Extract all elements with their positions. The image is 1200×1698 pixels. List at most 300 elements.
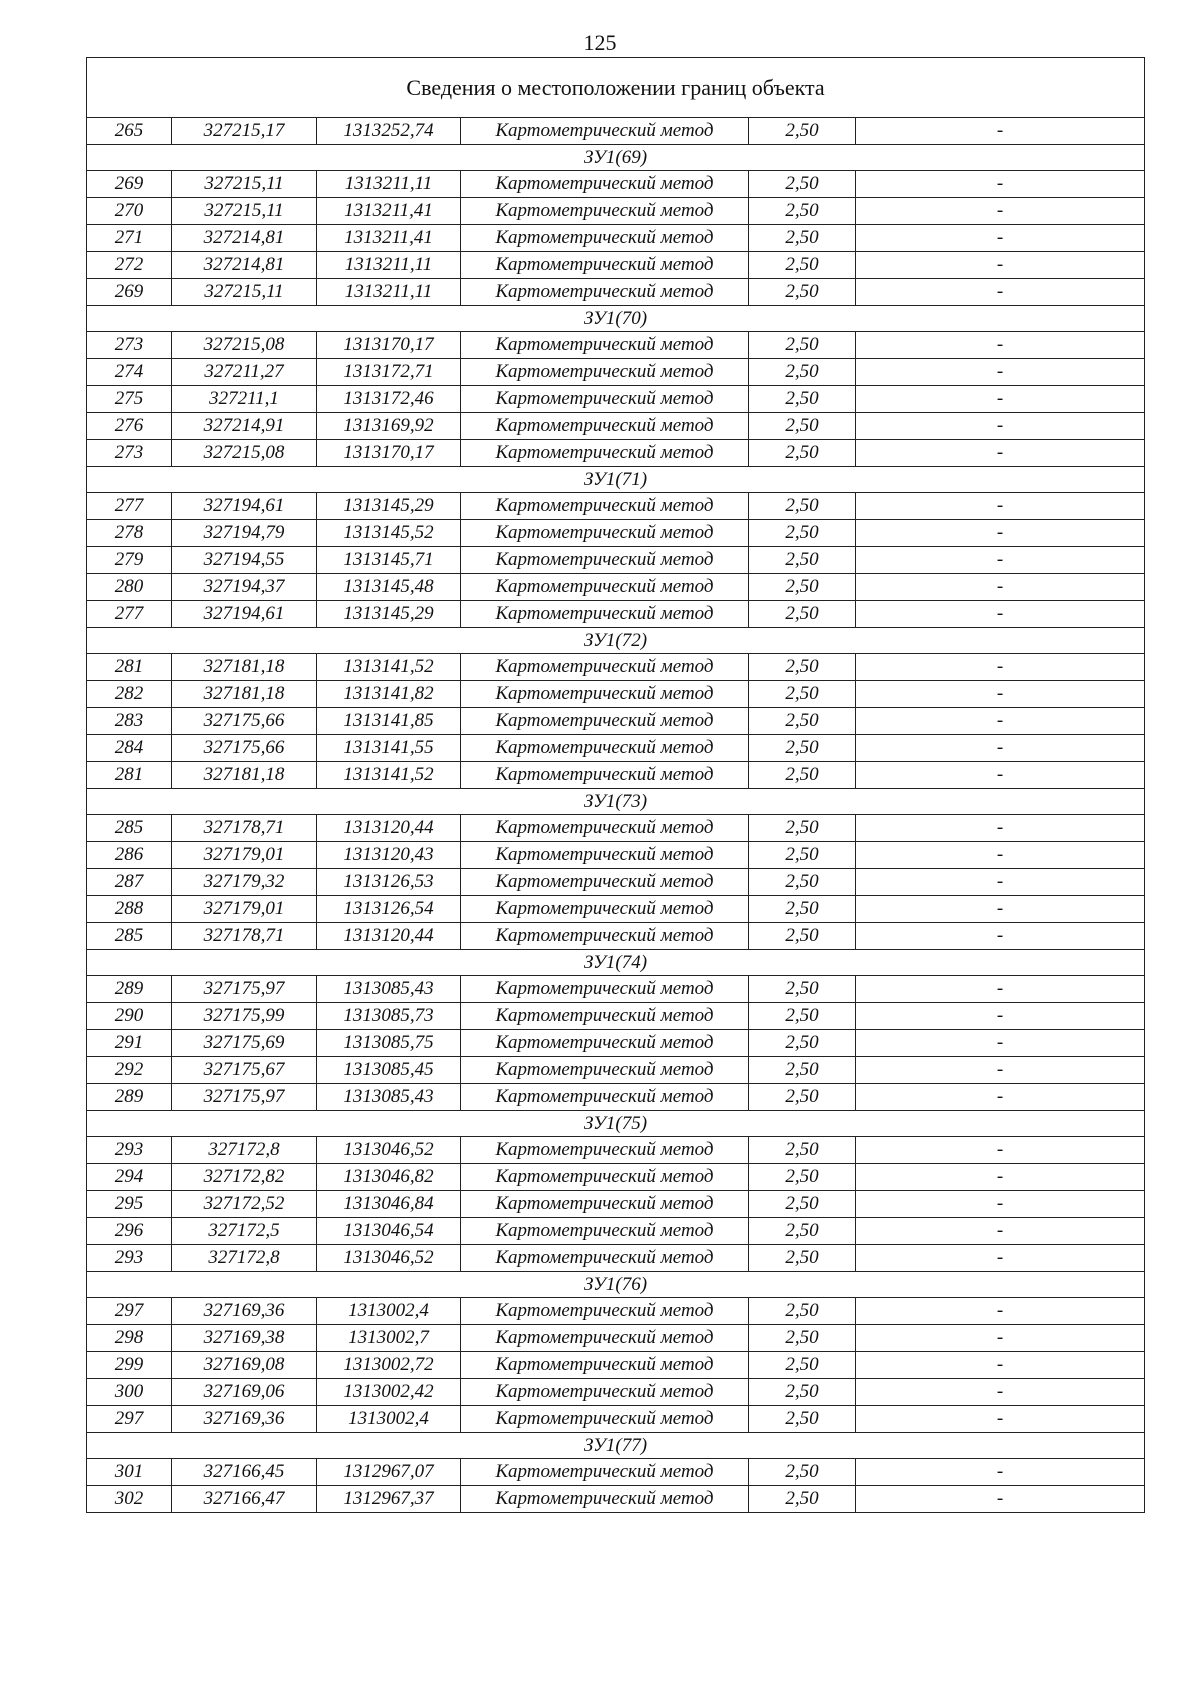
accuracy-cell: 2,50 bbox=[749, 1030, 856, 1057]
description-cell: - bbox=[856, 1137, 1145, 1164]
point-number-cell: 290 bbox=[87, 1003, 172, 1030]
x-coordinate-cell: 327175,67 bbox=[172, 1057, 317, 1084]
y-coordinate-cell: 1313141,82 bbox=[317, 681, 461, 708]
table-row bbox=[87, 762, 1145, 789]
accuracy-cell: 2,50 bbox=[749, 118, 856, 145]
y-coordinate-cell: 1313085,73 bbox=[317, 1003, 461, 1030]
x-coordinate-cell: 327169,36 bbox=[172, 1298, 317, 1325]
method-cell: Картометрический метод bbox=[461, 440, 749, 467]
x-coordinate-cell: 327194,61 bbox=[172, 601, 317, 628]
table-row bbox=[87, 252, 1145, 279]
y-coordinate-cell: 1313126,54 bbox=[317, 896, 461, 923]
y-coordinate-cell: 1313145,71 bbox=[317, 547, 461, 574]
point-number-cell: 281 bbox=[87, 654, 172, 681]
accuracy-cell: 2,50 bbox=[749, 1084, 856, 1111]
section-header-row bbox=[87, 467, 1145, 493]
method-cell: Картометрический метод bbox=[461, 815, 749, 842]
point-number-cell: 276 bbox=[87, 413, 172, 440]
description-cell: - bbox=[856, 413, 1145, 440]
method-cell: Картометрический метод bbox=[461, 386, 749, 413]
x-coordinate-cell: 327169,38 bbox=[172, 1325, 317, 1352]
section-label: ЗУ1(72) bbox=[87, 628, 1145, 654]
point-number-cell: 300 bbox=[87, 1379, 172, 1406]
x-coordinate-cell: 327215,11 bbox=[172, 171, 317, 198]
accuracy-cell: 2,50 bbox=[749, 815, 856, 842]
section-label: ЗУ1(70) bbox=[87, 306, 1145, 332]
y-coordinate-cell: 1313145,29 bbox=[317, 601, 461, 628]
method-cell: Картометрический метод bbox=[461, 413, 749, 440]
table-row bbox=[87, 1298, 1145, 1325]
x-coordinate-cell: 327178,71 bbox=[172, 815, 317, 842]
table-row bbox=[87, 198, 1145, 225]
point-number-cell: 273 bbox=[87, 440, 172, 467]
y-coordinate-cell: 1313046,52 bbox=[317, 1245, 461, 1272]
x-coordinate-cell: 327172,52 bbox=[172, 1191, 317, 1218]
method-cell: Картометрический метод bbox=[461, 171, 749, 198]
x-coordinate-cell: 327215,17 bbox=[172, 118, 317, 145]
point-number-cell: 278 bbox=[87, 520, 172, 547]
method-cell: Картометрический метод bbox=[461, 681, 749, 708]
table-row bbox=[87, 1406, 1145, 1433]
point-number-cell: 288 bbox=[87, 896, 172, 923]
x-coordinate-cell: 327214,81 bbox=[172, 252, 317, 279]
table-row bbox=[87, 520, 1145, 547]
y-coordinate-cell: 1313120,44 bbox=[317, 923, 461, 950]
x-coordinate-cell: 327175,99 bbox=[172, 1003, 317, 1030]
point-number-cell: 301 bbox=[87, 1459, 172, 1486]
accuracy-cell: 2,50 bbox=[749, 279, 856, 306]
table-row bbox=[87, 708, 1145, 735]
y-coordinate-cell: 1313085,75 bbox=[317, 1030, 461, 1057]
point-number-cell: 279 bbox=[87, 547, 172, 574]
accuracy-cell: 2,50 bbox=[749, 1164, 856, 1191]
y-coordinate-cell: 1313169,92 bbox=[317, 413, 461, 440]
description-cell: - bbox=[856, 198, 1145, 225]
section-label: ЗУ1(71) bbox=[87, 467, 1145, 493]
x-coordinate-cell: 327172,8 bbox=[172, 1137, 317, 1164]
accuracy-cell: 2,50 bbox=[749, 601, 856, 628]
point-number-cell: 285 bbox=[87, 815, 172, 842]
table-row bbox=[87, 1057, 1145, 1084]
y-coordinate-cell: 1313002,42 bbox=[317, 1379, 461, 1406]
section-header-row bbox=[87, 1433, 1145, 1459]
method-cell: Картометрический метод bbox=[461, 1137, 749, 1164]
y-coordinate-cell: 1313170,17 bbox=[317, 440, 461, 467]
table-row bbox=[87, 1137, 1145, 1164]
x-coordinate-cell: 327169,36 bbox=[172, 1406, 317, 1433]
point-number-cell: 296 bbox=[87, 1218, 172, 1245]
table-row bbox=[87, 1084, 1145, 1111]
accuracy-cell: 2,50 bbox=[749, 1379, 856, 1406]
y-coordinate-cell: 1313120,43 bbox=[317, 842, 461, 869]
x-coordinate-cell: 327179,32 bbox=[172, 869, 317, 896]
description-cell: - bbox=[856, 1352, 1145, 1379]
y-coordinate-cell: 1313145,52 bbox=[317, 520, 461, 547]
y-coordinate-cell: 1313211,11 bbox=[317, 279, 461, 306]
section-label: ЗУ1(76) bbox=[87, 1272, 1145, 1298]
method-cell: Картометрический метод bbox=[461, 869, 749, 896]
table-row bbox=[87, 440, 1145, 467]
x-coordinate-cell: 327175,97 bbox=[172, 976, 317, 1003]
point-number-cell: 291 bbox=[87, 1030, 172, 1057]
accuracy-cell: 2,50 bbox=[749, 413, 856, 440]
method-cell: Картометрический метод bbox=[461, 118, 749, 145]
x-coordinate-cell: 327175,66 bbox=[172, 735, 317, 762]
method-cell: Картометрический метод bbox=[461, 1298, 749, 1325]
accuracy-cell: 2,50 bbox=[749, 1325, 856, 1352]
point-number-cell: 277 bbox=[87, 493, 172, 520]
point-number-cell: 289 bbox=[87, 1084, 172, 1111]
y-coordinate-cell: 1313002,72 bbox=[317, 1352, 461, 1379]
accuracy-cell: 2,50 bbox=[749, 869, 856, 896]
point-number-cell: 280 bbox=[87, 574, 172, 601]
table-row bbox=[87, 574, 1145, 601]
description-cell: - bbox=[856, 252, 1145, 279]
description-cell: - bbox=[856, 1164, 1145, 1191]
accuracy-cell: 2,50 bbox=[749, 359, 856, 386]
description-cell: - bbox=[856, 815, 1145, 842]
point-number-cell: 293 bbox=[87, 1137, 172, 1164]
accuracy-cell: 2,50 bbox=[749, 654, 856, 681]
point-number-cell: 297 bbox=[87, 1298, 172, 1325]
y-coordinate-cell: 1313211,11 bbox=[317, 252, 461, 279]
table-row bbox=[87, 976, 1145, 1003]
method-cell: Картометрический метод bbox=[461, 1218, 749, 1245]
method-cell: Картометрический метод bbox=[461, 1459, 749, 1486]
table-row bbox=[87, 681, 1145, 708]
method-cell: Картометрический метод bbox=[461, 520, 749, 547]
x-coordinate-cell: 327194,37 bbox=[172, 574, 317, 601]
table-title-row bbox=[87, 58, 1145, 118]
method-cell: Картометрический метод bbox=[461, 923, 749, 950]
description-cell: - bbox=[856, 171, 1145, 198]
y-coordinate-cell: 1313141,85 bbox=[317, 708, 461, 735]
table-row bbox=[87, 493, 1145, 520]
table-row bbox=[87, 1459, 1145, 1486]
x-coordinate-cell: 327172,8 bbox=[172, 1245, 317, 1272]
accuracy-cell: 2,50 bbox=[749, 708, 856, 735]
table-row bbox=[87, 1003, 1145, 1030]
method-cell: Картометрический метод bbox=[461, 225, 749, 252]
y-coordinate-cell: 1313085,43 bbox=[317, 976, 461, 1003]
description-cell: - bbox=[856, 896, 1145, 923]
table-row bbox=[87, 1164, 1145, 1191]
table-row bbox=[87, 413, 1145, 440]
point-number-cell: 281 bbox=[87, 762, 172, 789]
section-label: ЗУ1(74) bbox=[87, 950, 1145, 976]
point-number-cell: 297 bbox=[87, 1406, 172, 1433]
x-coordinate-cell: 327215,11 bbox=[172, 279, 317, 306]
x-coordinate-cell: 327215,11 bbox=[172, 198, 317, 225]
x-coordinate-cell: 327172,5 bbox=[172, 1218, 317, 1245]
x-coordinate-cell: 327179,01 bbox=[172, 896, 317, 923]
accuracy-cell: 2,50 bbox=[749, 1245, 856, 1272]
accuracy-cell: 2,50 bbox=[749, 1298, 856, 1325]
method-cell: Картометрический метод bbox=[461, 708, 749, 735]
description-cell: - bbox=[856, 547, 1145, 574]
description-cell: - bbox=[856, 708, 1145, 735]
x-coordinate-cell: 327175,97 bbox=[172, 1084, 317, 1111]
section-header-row bbox=[87, 306, 1145, 332]
accuracy-cell: 2,50 bbox=[749, 171, 856, 198]
y-coordinate-cell: 1313002,4 bbox=[317, 1406, 461, 1433]
method-cell: Картометрический метод bbox=[461, 735, 749, 762]
method-cell: Картометрический метод bbox=[461, 601, 749, 628]
table-row bbox=[87, 118, 1145, 145]
accuracy-cell: 2,50 bbox=[749, 1057, 856, 1084]
method-cell: Картометрический метод bbox=[461, 654, 749, 681]
section-header-row bbox=[87, 1272, 1145, 1298]
method-cell: Картометрический метод bbox=[461, 1003, 749, 1030]
table-row bbox=[87, 386, 1145, 413]
accuracy-cell: 2,50 bbox=[749, 332, 856, 359]
point-number-cell: 299 bbox=[87, 1352, 172, 1379]
section-header-row bbox=[87, 628, 1145, 654]
page-number: 125 bbox=[583, 30, 617, 55]
description-cell: - bbox=[856, 440, 1145, 467]
x-coordinate-cell: 327181,18 bbox=[172, 762, 317, 789]
y-coordinate-cell: 1313141,52 bbox=[317, 762, 461, 789]
accuracy-cell: 2,50 bbox=[749, 440, 856, 467]
method-cell: Картометрический метод bbox=[461, 1325, 749, 1352]
y-coordinate-cell: 1313046,54 bbox=[317, 1218, 461, 1245]
accuracy-cell: 2,50 bbox=[749, 896, 856, 923]
method-cell: Картометрический метод bbox=[461, 252, 749, 279]
y-coordinate-cell: 1313046,84 bbox=[317, 1191, 461, 1218]
x-coordinate-cell: 327215,08 bbox=[172, 440, 317, 467]
y-coordinate-cell: 1313141,55 bbox=[317, 735, 461, 762]
description-cell: - bbox=[856, 359, 1145, 386]
y-coordinate-cell: 1313172,71 bbox=[317, 359, 461, 386]
method-cell: Картометрический метод bbox=[461, 1030, 749, 1057]
point-number-cell: 293 bbox=[87, 1245, 172, 1272]
table-row bbox=[87, 896, 1145, 923]
table-row bbox=[87, 359, 1145, 386]
x-coordinate-cell: 327194,55 bbox=[172, 547, 317, 574]
method-cell: Картометрический метод bbox=[461, 493, 749, 520]
x-coordinate-cell: 327169,06 bbox=[172, 1379, 317, 1406]
method-cell: Картометрический метод bbox=[461, 359, 749, 386]
table-row bbox=[87, 1245, 1145, 1272]
accuracy-cell: 2,50 bbox=[749, 735, 856, 762]
description-cell: - bbox=[856, 1030, 1145, 1057]
method-cell: Картометрический метод bbox=[461, 1164, 749, 1191]
accuracy-cell: 2,50 bbox=[749, 976, 856, 1003]
description-cell: - bbox=[856, 520, 1145, 547]
description-cell: - bbox=[856, 386, 1145, 413]
description-cell: - bbox=[856, 1191, 1145, 1218]
method-cell: Картометрический метод bbox=[461, 1379, 749, 1406]
y-coordinate-cell: 1312967,07 bbox=[317, 1459, 461, 1486]
section-header-row bbox=[87, 950, 1145, 976]
point-number-cell: 302 bbox=[87, 1486, 172, 1513]
description-cell: - bbox=[856, 1298, 1145, 1325]
description-cell: - bbox=[856, 869, 1145, 896]
method-cell: Картометрический метод bbox=[461, 279, 749, 306]
description-cell: - bbox=[856, 842, 1145, 869]
y-coordinate-cell: 1312967,37 bbox=[317, 1486, 461, 1513]
description-cell: - bbox=[856, 1325, 1145, 1352]
y-coordinate-cell: 1313172,46 bbox=[317, 386, 461, 413]
y-coordinate-cell: 1313085,43 bbox=[317, 1084, 461, 1111]
table-row bbox=[87, 171, 1145, 198]
x-coordinate-cell: 327214,81 bbox=[172, 225, 317, 252]
point-number-cell: 287 bbox=[87, 869, 172, 896]
x-coordinate-cell: 327172,82 bbox=[172, 1164, 317, 1191]
accuracy-cell: 2,50 bbox=[749, 198, 856, 225]
point-number-cell: 272 bbox=[87, 252, 172, 279]
section-label: ЗУ1(69) bbox=[87, 145, 1145, 171]
description-cell: - bbox=[856, 1057, 1145, 1084]
description-cell: - bbox=[856, 1379, 1145, 1406]
table-row bbox=[87, 601, 1145, 628]
x-coordinate-cell: 327166,45 bbox=[172, 1459, 317, 1486]
accuracy-cell: 2,50 bbox=[749, 762, 856, 789]
y-coordinate-cell: 1313120,44 bbox=[317, 815, 461, 842]
method-cell: Картометрический метод bbox=[461, 1406, 749, 1433]
x-coordinate-cell: 327211,27 bbox=[172, 359, 317, 386]
y-coordinate-cell: 1313126,53 bbox=[317, 869, 461, 896]
y-coordinate-cell: 1313211,41 bbox=[317, 198, 461, 225]
point-number-cell: 286 bbox=[87, 842, 172, 869]
point-number-cell: 292 bbox=[87, 1057, 172, 1084]
table-row bbox=[87, 1352, 1145, 1379]
y-coordinate-cell: 1313145,48 bbox=[317, 574, 461, 601]
description-cell: - bbox=[856, 118, 1145, 145]
table-row bbox=[87, 842, 1145, 869]
y-coordinate-cell: 1313085,45 bbox=[317, 1057, 461, 1084]
description-cell: - bbox=[856, 1459, 1145, 1486]
y-coordinate-cell: 1313046,52 bbox=[317, 1137, 461, 1164]
y-coordinate-cell: 1313211,11 bbox=[317, 171, 461, 198]
y-coordinate-cell: 1313141,52 bbox=[317, 654, 461, 681]
point-number-cell: 283 bbox=[87, 708, 172, 735]
accuracy-cell: 2,50 bbox=[749, 1191, 856, 1218]
table-row bbox=[87, 1030, 1145, 1057]
table-row bbox=[87, 735, 1145, 762]
x-coordinate-cell: 327166,47 bbox=[172, 1486, 317, 1513]
point-number-cell: 275 bbox=[87, 386, 172, 413]
method-cell: Картометрический метод bbox=[461, 896, 749, 923]
x-coordinate-cell: 327194,61 bbox=[172, 493, 317, 520]
description-cell: - bbox=[856, 976, 1145, 1003]
method-cell: Картометрический метод bbox=[461, 976, 749, 1003]
description-cell: - bbox=[856, 1245, 1145, 1272]
method-cell: Картометрический метод bbox=[461, 332, 749, 359]
section-header-row bbox=[87, 789, 1145, 815]
description-cell: - bbox=[856, 574, 1145, 601]
method-cell: Картометрический метод bbox=[461, 1245, 749, 1272]
x-coordinate-cell: 327175,66 bbox=[172, 708, 317, 735]
point-number-cell: 269 bbox=[87, 171, 172, 198]
x-coordinate-cell: 327178,71 bbox=[172, 923, 317, 950]
table-row bbox=[87, 923, 1145, 950]
point-number-cell: 274 bbox=[87, 359, 172, 386]
table-row bbox=[87, 332, 1145, 359]
y-coordinate-cell: 1313211,41 bbox=[317, 225, 461, 252]
table-row bbox=[87, 869, 1145, 896]
description-cell: - bbox=[856, 279, 1145, 306]
accuracy-cell: 2,50 bbox=[749, 1352, 856, 1379]
section-header-row bbox=[87, 1111, 1145, 1137]
y-coordinate-cell: 1313046,82 bbox=[317, 1164, 461, 1191]
table-row bbox=[87, 1191, 1145, 1218]
table-row bbox=[87, 654, 1145, 681]
method-cell: Картометрический метод bbox=[461, 1191, 749, 1218]
point-number-cell: 294 bbox=[87, 1164, 172, 1191]
x-coordinate-cell: 327181,18 bbox=[172, 654, 317, 681]
point-number-cell: 284 bbox=[87, 735, 172, 762]
point-number-cell: 298 bbox=[87, 1325, 172, 1352]
table-row bbox=[87, 815, 1145, 842]
section-label: ЗУ1(75) bbox=[87, 1111, 1145, 1137]
accuracy-cell: 2,50 bbox=[749, 923, 856, 950]
point-number-cell: 277 bbox=[87, 601, 172, 628]
x-coordinate-cell: 327181,18 bbox=[172, 681, 317, 708]
description-cell: - bbox=[856, 601, 1145, 628]
accuracy-cell: 2,50 bbox=[749, 574, 856, 601]
accuracy-cell: 2,50 bbox=[749, 1003, 856, 1030]
point-number-cell: 270 bbox=[87, 198, 172, 225]
point-number-cell: 269 bbox=[87, 279, 172, 306]
description-cell: - bbox=[856, 735, 1145, 762]
method-cell: Картометрический метод bbox=[461, 198, 749, 225]
x-coordinate-cell: 327215,08 bbox=[172, 332, 317, 359]
accuracy-cell: 2,50 bbox=[749, 842, 856, 869]
accuracy-cell: 2,50 bbox=[749, 386, 856, 413]
accuracy-cell: 2,50 bbox=[749, 681, 856, 708]
method-cell: Картометрический метод bbox=[461, 1057, 749, 1084]
x-coordinate-cell: 327211,1 bbox=[172, 386, 317, 413]
method-cell: Картометрический метод bbox=[461, 547, 749, 574]
description-cell: - bbox=[856, 1218, 1145, 1245]
accuracy-cell: 2,50 bbox=[749, 1218, 856, 1245]
description-cell: - bbox=[856, 1003, 1145, 1030]
method-cell: Картометрический метод bbox=[461, 1352, 749, 1379]
description-cell: - bbox=[856, 1406, 1145, 1433]
y-coordinate-cell: 1313252,74 bbox=[317, 118, 461, 145]
method-cell: Картометрический метод bbox=[461, 1084, 749, 1111]
x-coordinate-cell: 327214,91 bbox=[172, 413, 317, 440]
method-cell: Картометрический метод bbox=[461, 762, 749, 789]
accuracy-cell: 2,50 bbox=[749, 1459, 856, 1486]
method-cell: Картометрический метод bbox=[461, 842, 749, 869]
accuracy-cell: 2,50 bbox=[749, 1406, 856, 1433]
y-coordinate-cell: 1313002,4 bbox=[317, 1298, 461, 1325]
table-row bbox=[87, 1218, 1145, 1245]
description-cell: - bbox=[856, 493, 1145, 520]
point-number-cell: 289 bbox=[87, 976, 172, 1003]
description-cell: - bbox=[856, 1084, 1145, 1111]
y-coordinate-cell: 1313170,17 bbox=[317, 332, 461, 359]
accuracy-cell: 2,50 bbox=[749, 493, 856, 520]
point-number-cell: 282 bbox=[87, 681, 172, 708]
y-coordinate-cell: 1313145,29 bbox=[317, 493, 461, 520]
y-coordinate-cell: 1313002,7 bbox=[317, 1325, 461, 1352]
x-coordinate-cell: 327169,08 bbox=[172, 1352, 317, 1379]
method-cell: Картометрический метод bbox=[461, 574, 749, 601]
accuracy-cell: 2,50 bbox=[749, 1137, 856, 1164]
accuracy-cell: 2,50 bbox=[749, 252, 856, 279]
point-number-cell: 285 bbox=[87, 923, 172, 950]
table-row bbox=[87, 1486, 1145, 1513]
section-label: ЗУ1(77) bbox=[87, 1433, 1145, 1459]
x-coordinate-cell: 327179,01 bbox=[172, 842, 317, 869]
description-cell: - bbox=[856, 225, 1145, 252]
boundary-table bbox=[86, 57, 1145, 1513]
section-label: ЗУ1(73) bbox=[87, 789, 1145, 815]
table-row bbox=[87, 547, 1145, 574]
